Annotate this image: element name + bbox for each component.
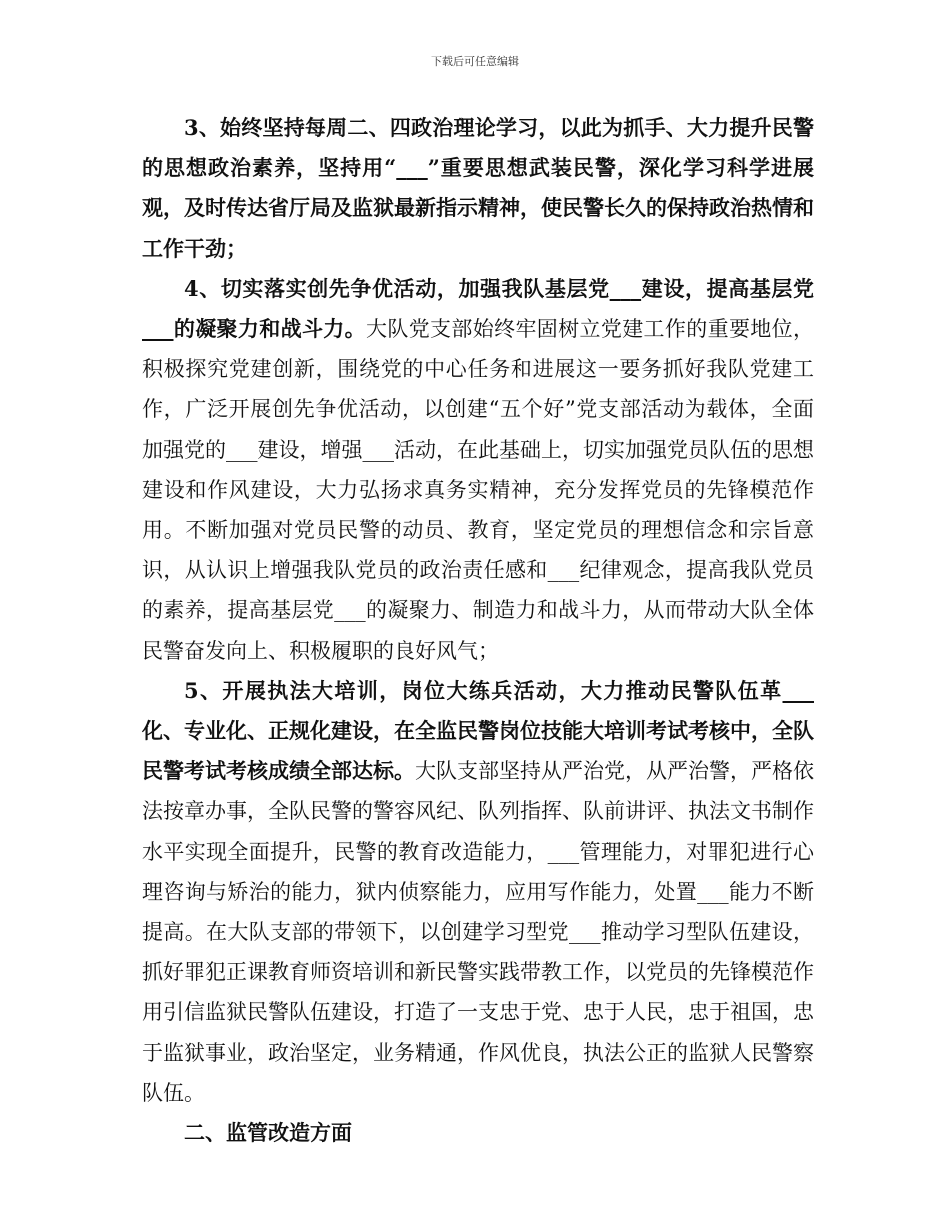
paragraph-item-3 — [142, 108, 814, 269]
paragraph-text: 大队党支部始终牢固树立党建工作的重要地位，积极探究党建创新，围绕党的中心任务和进展这一要务抓好我队党建工作，广泛开展创先争优活动，以创建“五个好”党支部活动为载体，全面加强党的___建设，增强___活动，在此基础上，切实加强党员队伍的思想建设和作风建设，大力弘扬求真务实精神，充分发挥党员的先锋模范作用。不断加强对党员民警的动员、教育，坚定党员的理想信念和宗旨意识，从认识上增强我队党员的政治责任感和___纪律观念，提高我队党员的素养，提高基层党___的凝聚力、制造力和战斗力，从而带动大队全体民警奋发向上、积极履职的良好风气； — [142, 317, 814, 663]
document-body — [142, 108, 814, 1153]
paragraph-bold-text: 3、始终坚持每周二、四政治理论学习，以此为抓手、大力提升民警的思想政治素养，坚持用“___”重要思想武装民警，深化学习科学进展观，及时传达省厅局及监狱最新指示精神，使民警长久的保持政治热情和工作干劲； — [142, 115, 814, 261]
paragraph-item-5 — [142, 671, 814, 1113]
paragraph-text: 大队支部坚持从严治党，从严治警，严格依法按章办事，全队民警的警容风纪、队列指挥、队前讲评、执法文书制作水平实现全面提升，民警的教育改造能力，___管理能力，对罪犯进行心理咨询与矫治的能力，狱内侦察能力，应用写作能力，处置___能力不断提高。在大队支部的带领下，以创建学习型党___推动学习型队伍建设，抓好罪犯正课教育师资培训和新民警实践带教工作，以党员的先锋模范作用引信监狱民警队伍建设，打造了一支忠于党、忠于人民，忠于祖国，忠于监狱事业，政治坚定，业务精通，作风优良，执法公正的监狱人民警察队伍。 — [142, 759, 814, 1105]
paragraph-bold-text: 5、开展执法大培训，岗位大练兵活动，大力推动民警队伍革___化、专业化、正规化建设，在全监民警岗位技能大培训考试考核中，全队民警考试考核成绩全部达标。 — [142, 677, 814, 784]
page-header: 下载后可任意编辑 — [431, 55, 519, 68]
paragraph-bold-text: 4、切实落实创先争优活动，加强我队基层党___建设，提高基层党___的凝聚力和战斗力。 — [142, 275, 814, 342]
paragraph-item-4 — [142, 269, 814, 671]
section-heading: 二、监管改造方面 — [184, 1120, 352, 1146]
